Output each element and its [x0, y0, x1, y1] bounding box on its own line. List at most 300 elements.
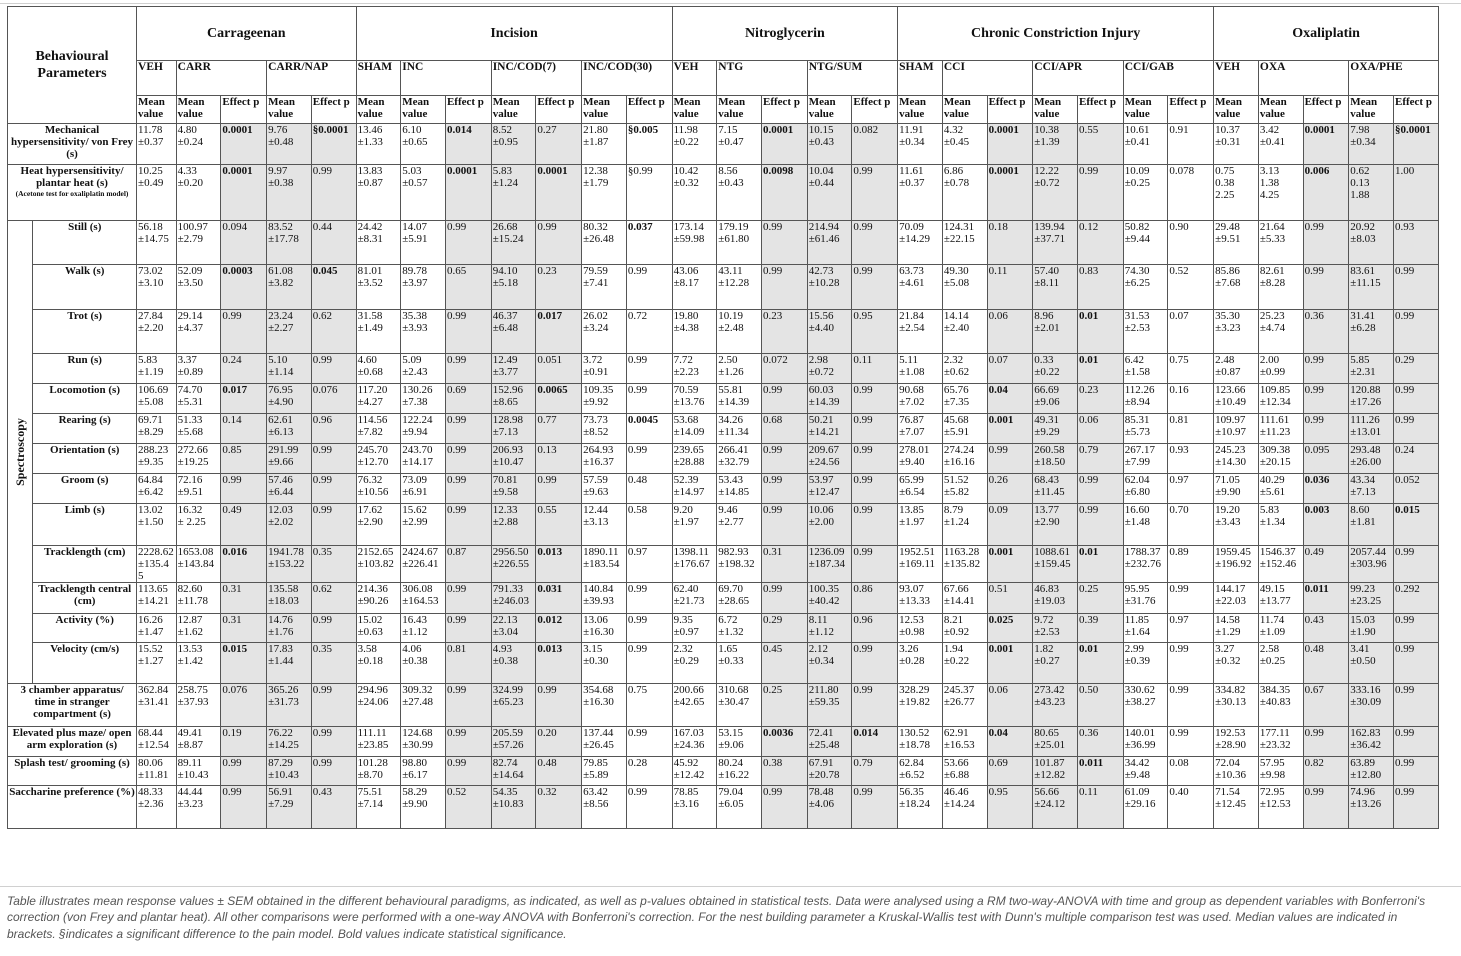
cell-line-1: 0.97	[1169, 614, 1189, 626]
cell-line-1: 0.094	[222, 221, 248, 233]
cell-line-2: ±14.97	[673, 486, 705, 498]
effect-p-cell	[1077, 221, 1123, 265]
effect-p-cell	[1303, 221, 1349, 265]
mean-value-cell	[137, 504, 177, 546]
effect-p-cell	[626, 786, 672, 829]
cell-line-1: 90.68	[899, 384, 924, 396]
mean-value-cell	[717, 786, 762, 829]
cell-line-1: 15.02	[357, 614, 383, 626]
cell-line-1: 63.42	[583, 786, 608, 798]
cell-line-1: 0.003	[1304, 504, 1330, 516]
mean-value-cell	[176, 354, 221, 384]
cell-line-1: 294.96	[357, 684, 388, 696]
mean-value-cell	[176, 727, 221, 757]
cell-line-2: ±0.49	[138, 177, 164, 189]
cell-line-1: 12.49	[492, 354, 518, 366]
cell-line-1: 2.32	[673, 643, 693, 655]
cell-line-2: ±2.27	[268, 322, 294, 334]
cell-line-1: 0.99	[537, 684, 557, 696]
cell-line-2: ±1.64	[1124, 626, 1150, 638]
mean-value-cell	[1123, 727, 1168, 757]
cell-line-2: ±0.89	[177, 366, 203, 378]
cell-line-2: ±14.39	[808, 396, 840, 408]
cell-line-2: ±40.83	[1259, 696, 1291, 708]
cell-line-2: ±0.95	[492, 136, 518, 148]
cell-line-1: 56.18	[138, 221, 163, 233]
mean-value-cell	[137, 221, 177, 265]
cell-line-1: 0.99	[1395, 727, 1415, 739]
effect-p-cell	[987, 444, 1033, 474]
mean-value-cell	[898, 384, 943, 414]
cell-line-2: ±24.36	[673, 739, 705, 751]
cell-line-1: §	[627, 165, 634, 177]
cell-line-1: 14.14	[943, 310, 969, 322]
cell-line-1: 0.99	[222, 474, 242, 486]
mean-value-cell	[137, 546, 177, 583]
cell-line-2: ±0.62	[943, 366, 970, 378]
effect-p-cell	[221, 786, 267, 829]
cell-line-1: 1398.11	[673, 546, 709, 558]
cell-line-1: 56.35	[899, 786, 924, 798]
mean-value-cell	[176, 684, 221, 727]
effect-p-cell	[1394, 414, 1439, 444]
cell-line-1: 0.89	[1169, 546, 1189, 558]
cell-line-2: ±8.29	[138, 426, 164, 438]
effect-p-cell	[852, 583, 898, 614]
mean-value-cell	[717, 354, 762, 384]
mean-value-header: Mean value	[137, 96, 177, 124]
cell-line-2: ±15.24	[492, 233, 524, 245]
cell-line-1: 0.99	[1169, 643, 1189, 655]
cell-line-1: 128.98	[492, 414, 523, 426]
cell-line-2: ±1.49	[357, 322, 383, 334]
cell-line-1: 0.016	[222, 546, 248, 558]
effect-p-cell	[311, 504, 356, 546]
cell-line-1: 56.66	[1034, 786, 1060, 798]
cell-line-1: 267.17	[1124, 444, 1155, 456]
cell-line-1: 0.16	[1169, 384, 1189, 396]
mean-value-cell	[267, 165, 312, 221]
cell-line-1: 0.38	[762, 757, 783, 769]
effect-p-cell	[311, 684, 356, 727]
cell-line-2: ±90.26	[357, 595, 389, 607]
cell-line-2: ±14.09	[673, 426, 705, 438]
cell-line-1: 113.65	[138, 583, 168, 595]
cell-line-2: ±14.25	[268, 739, 299, 751]
cell-line-1: 76.22	[268, 727, 293, 739]
cell-line-1: 44.44	[177, 786, 203, 798]
cell-line-2: ±0.45	[943, 136, 970, 148]
mean-value-header: Mean value	[267, 96, 312, 124]
cell-line-1: 9.46	[718, 504, 738, 516]
cell-line-1: 0.99	[537, 474, 557, 486]
cell-line-1: 0.11	[988, 265, 1008, 277]
cell-line-1: 0.97	[627, 546, 648, 558]
mean-value-cell	[1033, 384, 1078, 414]
effect-p-cell	[987, 310, 1033, 354]
mean-value-cell	[1214, 583, 1259, 614]
cell-line-1: 214.36	[357, 583, 388, 595]
cell-line-1: 0.68	[762, 414, 783, 426]
cell-line-2: ±4.74	[1259, 322, 1286, 334]
cell-line-2: ±6.25	[1124, 277, 1150, 289]
effect-p-cell	[987, 643, 1033, 684]
cell-line-2: ±9.40	[899, 456, 925, 468]
mean-value-cell	[1349, 643, 1394, 684]
cell-line-1: 0.81	[1169, 414, 1189, 426]
cell-line-1: 109.85	[1259, 384, 1291, 396]
cell-line-2: ±0.28	[899, 655, 925, 667]
cell-line-2: ±5.61	[1259, 486, 1286, 498]
cell-line-2: ±7.29	[268, 798, 294, 810]
mean-value-header: Mean value	[1349, 96, 1394, 124]
cell-line-1: 14.76	[268, 614, 293, 626]
cell-line-1: 2.32	[943, 354, 964, 366]
effect-p-cell	[626, 414, 672, 444]
mean-value-cell	[1214, 757, 1259, 786]
mean-value-cell	[807, 614, 852, 643]
cell-line-1: 93.07	[899, 583, 924, 595]
cell-line-1: 124.31	[943, 221, 975, 233]
cell-line-1: 23.24	[268, 310, 293, 322]
cell-line-2: ±3.10	[138, 277, 164, 289]
effect-p-header: Effect p	[221, 96, 267, 124]
cell-line-1: 13.83	[357, 165, 383, 177]
parameter-label: Orientation (s)	[33, 444, 137, 474]
cell-line-1: 144.17	[1215, 583, 1246, 595]
cell-line-1: 0.99	[853, 221, 873, 233]
cell-line-1: 0.076	[312, 384, 338, 396]
subgroup-header: VEH	[672, 61, 717, 96]
cell-line-2: ±5.08	[138, 396, 164, 408]
mean-value-cell	[356, 643, 401, 684]
parameter-label: Locomotion (s)	[33, 384, 137, 414]
cell-line-2: ±10.49	[1215, 396, 1246, 408]
mean-value-cell	[401, 474, 446, 504]
effect-p-cell	[221, 414, 267, 444]
cell-line-2: ±61.46	[808, 233, 840, 245]
mean-value-cell	[1349, 354, 1394, 384]
cell-line-1: 72.95	[1259, 786, 1285, 798]
effect-p-cell	[445, 546, 491, 583]
cell-line-1: 0.99	[446, 504, 467, 516]
mean-value-cell	[356, 414, 401, 444]
mean-value-cell	[491, 474, 536, 504]
cell-line-1: 3.41	[1350, 643, 1370, 655]
cell-line-1: 0.99	[853, 384, 873, 396]
effect-p-cell	[221, 221, 267, 265]
mean-value-cell	[942, 354, 987, 384]
cell-line-2: ±3.04	[492, 626, 518, 638]
cell-line-1: 53.43	[718, 474, 744, 486]
cell-line-1: 0.031	[537, 583, 563, 595]
cell-line-1: 0.0001	[988, 124, 1019, 136]
cell-line-1: 5.03	[402, 165, 422, 177]
mean-value-cell	[491, 504, 536, 546]
cell-line-2: ±14.21	[138, 595, 169, 607]
mean-value-cell	[1214, 614, 1259, 643]
cell-line-1: 1959.45	[1215, 546, 1251, 558]
cell-line-2: ±12.42	[673, 769, 705, 781]
cell-line-1: 0.51	[988, 583, 1008, 595]
effect-p-cell	[1394, 310, 1439, 354]
cell-line-2: ±0.32	[1215, 655, 1241, 667]
mean-value-cell	[807, 583, 852, 614]
cell-line-2: ±226.55	[492, 558, 529, 570]
effect-p-cell	[1303, 414, 1349, 444]
cell-line-1: 179.19	[718, 221, 749, 233]
cell-line-2: ±10.43	[177, 769, 209, 781]
mean-value-cell	[1123, 221, 1168, 265]
cell-line-1: 11.98	[673, 124, 698, 136]
cell-line-1: 3.15	[583, 643, 603, 655]
cell-line-1: 80.65	[1034, 727, 1060, 739]
parameter-label: Limb (s)	[33, 504, 137, 546]
cell-line-1: 45.68	[943, 414, 969, 426]
cell-line-1: 0.81	[446, 643, 467, 655]
cell-line-1: 3.42	[1259, 124, 1280, 136]
cell-line-1: 0.015	[222, 643, 248, 655]
mean-value-cell	[176, 384, 221, 414]
mean-value-cell	[1214, 310, 1259, 354]
cell-line-2: ±226.41	[402, 558, 439, 570]
mean-value-cell	[137, 384, 177, 414]
effect-p-cell	[221, 727, 267, 757]
cell-line-1: 0.58	[627, 504, 648, 516]
cell-line-2: ±26.77	[943, 696, 975, 708]
cell-line-1: 0.99	[312, 444, 333, 456]
mean-value-header: Mean value	[356, 96, 401, 124]
cell-line-1: 0.99	[1078, 474, 1099, 486]
cell-line-1: 12.03	[268, 504, 293, 516]
cell-line-2: ±36.99	[1124, 739, 1156, 751]
subgroup-header: NTG	[717, 61, 807, 96]
mean-value-cell	[1349, 504, 1394, 546]
mean-value-cell	[1033, 504, 1078, 546]
cell-line-1: 2.48	[1215, 354, 1235, 366]
mean-value-cell	[401, 265, 446, 310]
cell-line-2: ±24.06	[357, 696, 389, 708]
cell-line-2: ±12.28	[718, 277, 750, 289]
mean-value-cell	[176, 504, 221, 546]
effect-p-header: Effect p	[987, 96, 1033, 124]
mean-value-cell	[267, 124, 312, 165]
cell-line-1: 0.0001	[1304, 124, 1335, 136]
parameter-label: Run (s)	[33, 354, 137, 384]
effect-p-cell	[311, 583, 356, 614]
effect-p-cell	[761, 221, 807, 265]
cell-line-2: ±2.88	[492, 516, 518, 528]
cell-line-1: 0.29	[762, 614, 783, 626]
cell-line-1: 0.06	[988, 310, 1008, 322]
cell-line-1: 0.99	[1169, 727, 1189, 739]
cell-line-1: 0.43	[1304, 614, 1324, 626]
mean-value-cell	[807, 124, 852, 165]
effect-p-cell	[536, 414, 582, 444]
cell-line-1: 0.99	[312, 474, 333, 486]
effect-p-cell	[1303, 786, 1349, 829]
cell-line-1: 211.80	[808, 684, 839, 696]
mean-value-cell	[717, 124, 762, 165]
cell-line-1: 57.46	[268, 474, 293, 486]
cell-line-1: 16.43	[402, 614, 428, 626]
effect-p-cell	[221, 583, 267, 614]
cell-line-2: ±2.40	[943, 322, 970, 334]
cell-line-1: 123.66	[1215, 384, 1246, 396]
effect-p-cell	[1394, 165, 1439, 221]
effect-p-cell	[761, 265, 807, 310]
mean-value-cell	[176, 221, 221, 265]
cell-line-2: ±3.43	[1215, 516, 1241, 528]
cell-line-1: 80.06	[138, 757, 163, 769]
group-header-1: Incision	[356, 7, 672, 61]
cell-line-1: 0.75	[1169, 354, 1189, 366]
cell-line-1: 0.99	[853, 546, 873, 558]
cell-line-1: 0.48	[537, 757, 557, 769]
mean-value-cell	[491, 583, 536, 614]
cell-line-2: ±20.78	[808, 769, 840, 781]
cell-line-2: ±7.99	[1124, 456, 1150, 468]
cell-line-1: 0.99	[627, 583, 648, 595]
subgroup-header: NTG/SUM	[807, 61, 897, 96]
cell-line-1: 8.21	[943, 614, 964, 626]
cell-line-1: 0.35	[312, 546, 333, 558]
cell-line-2: ±17.26	[1350, 396, 1382, 408]
cell-line-1: 3.58	[357, 643, 377, 655]
mean-value-cell	[491, 265, 536, 310]
cell-line-1: 87.29	[268, 757, 293, 769]
cell-line-1: 0.99	[446, 614, 467, 626]
cell-line-1: 9.20	[673, 504, 693, 516]
effect-p-cell	[1303, 310, 1349, 354]
cell-line-2: ±9.29	[1034, 426, 1060, 438]
mean-value-cell	[807, 384, 852, 414]
effect-p-cell	[1077, 727, 1123, 757]
mean-value-cell	[582, 414, 627, 444]
cell-line-2: ±61.80	[718, 233, 750, 245]
cell-line-1: 0.99	[446, 583, 467, 595]
cell-line-2: ±2.79	[177, 233, 203, 245]
cell-line-2: ±24.56	[808, 456, 840, 468]
subgroup-header: SHAM	[356, 61, 401, 96]
top-rule	[0, 3, 1461, 4]
cell-line-1: 26.02	[583, 310, 608, 322]
effect-p-cell	[987, 684, 1033, 727]
cell-line-1: 0.70	[1169, 504, 1189, 516]
cell-line-2: ±9.94	[402, 426, 428, 438]
cell-line-1: 3.37	[177, 354, 197, 366]
effect-p-cell	[987, 546, 1033, 583]
mean-value-cell	[401, 727, 446, 757]
cell-line-1: 2.99	[1124, 643, 1144, 655]
cell-line-1: 0.012	[537, 614, 563, 626]
cell-line-1: 0.93	[1395, 221, 1415, 233]
cell-line-2: 0.0001	[1400, 124, 1431, 136]
mean-value-cell	[1123, 265, 1168, 310]
cell-line-2: ±1.08	[899, 366, 925, 378]
cell-line-2: ±8.17	[673, 277, 699, 289]
mean-value-cell	[267, 221, 312, 265]
effect-p-cell	[445, 124, 491, 165]
cell-line-1: 111.11	[357, 727, 387, 739]
effect-p-cell	[987, 727, 1033, 757]
mean-value-cell	[582, 614, 627, 643]
mean-value-cell	[1258, 583, 1303, 614]
cell-line-1: 21.64	[1259, 221, 1285, 233]
effect-p-cell	[1303, 757, 1349, 786]
cell-line-1: 69.71	[138, 414, 163, 426]
effect-p-cell	[221, 546, 267, 583]
cell-line-1: 0.01	[1078, 643, 1099, 655]
effect-p-cell	[536, 474, 582, 504]
cell-line-1: 2.12	[808, 643, 828, 655]
cell-line-1: 122.24	[402, 414, 433, 426]
mean-value-cell	[1258, 684, 1303, 727]
effect-p-cell	[626, 757, 672, 786]
mean-value-header: Mean value	[582, 96, 627, 124]
cell-line-1: 0.45	[762, 643, 783, 655]
cell-line-1: 0.99	[853, 684, 873, 696]
mean-value-cell	[1123, 165, 1168, 221]
parameter-label-text: Heat hypersensitivity/ plantar heat (s)	[20, 165, 124, 189]
cell-line-2: ±2.20	[138, 322, 164, 334]
mean-value-cell	[717, 474, 762, 504]
cell-line-1: 12.87	[177, 614, 203, 626]
cell-line-1: 0.014	[853, 727, 879, 739]
cell-line-2: ±0.32	[673, 177, 699, 189]
effect-p-cell	[445, 727, 491, 757]
mean-value-cell	[942, 310, 987, 354]
cell-line-2: ±0.25	[1259, 655, 1286, 667]
cell-line-1: 10.04	[808, 165, 834, 177]
cell-line-2: ±31.41	[138, 696, 169, 708]
effect-p-cell	[626, 444, 672, 474]
effect-p-cell	[445, 414, 491, 444]
behaviour-table-container	[7, 6, 1439, 829]
cell-line-1: 0.99	[627, 643, 648, 655]
cell-line-2: ±9.48	[1124, 769, 1150, 781]
cell-line-1: 0.50	[1078, 684, 1099, 696]
cell-line-2: ±7.68	[1215, 277, 1241, 289]
mean-value-cell	[672, 643, 717, 684]
cell-line-1: 0.48	[627, 474, 648, 486]
effect-p-cell	[761, 165, 807, 221]
cell-line-1: 0.011	[1304, 583, 1329, 595]
effect-p-cell	[1303, 444, 1349, 474]
cell-line-2: ±16.16	[943, 456, 975, 468]
cell-line-1: 85.86	[1215, 265, 1240, 277]
cell-line-1: 19.20	[1215, 504, 1240, 516]
cell-line-2: ±0.41	[1124, 136, 1150, 148]
cell-line-1: 0.99	[446, 727, 467, 739]
cell-line-1: 0.23	[1078, 384, 1099, 396]
cell-line-2: ±37.71	[1034, 233, 1066, 245]
mean-value-cell	[356, 546, 401, 583]
effect-p-header: Effect p	[626, 96, 672, 124]
cell-line-1: 51.52	[943, 474, 969, 486]
mean-value-cell	[1033, 310, 1078, 354]
mean-value-cell	[582, 583, 627, 614]
cell-line-1: 9.97	[268, 165, 288, 177]
cell-line-1: 0.04	[988, 727, 1008, 739]
mean-value-cell	[137, 727, 177, 757]
cell-line-1: 0.99	[312, 354, 333, 366]
mean-value-cell	[267, 757, 312, 786]
effect-p-cell	[1168, 614, 1214, 643]
mean-value-cell	[267, 786, 312, 829]
cell-line-1: 0.0036	[762, 727, 794, 739]
mean-value-cell	[267, 614, 312, 643]
